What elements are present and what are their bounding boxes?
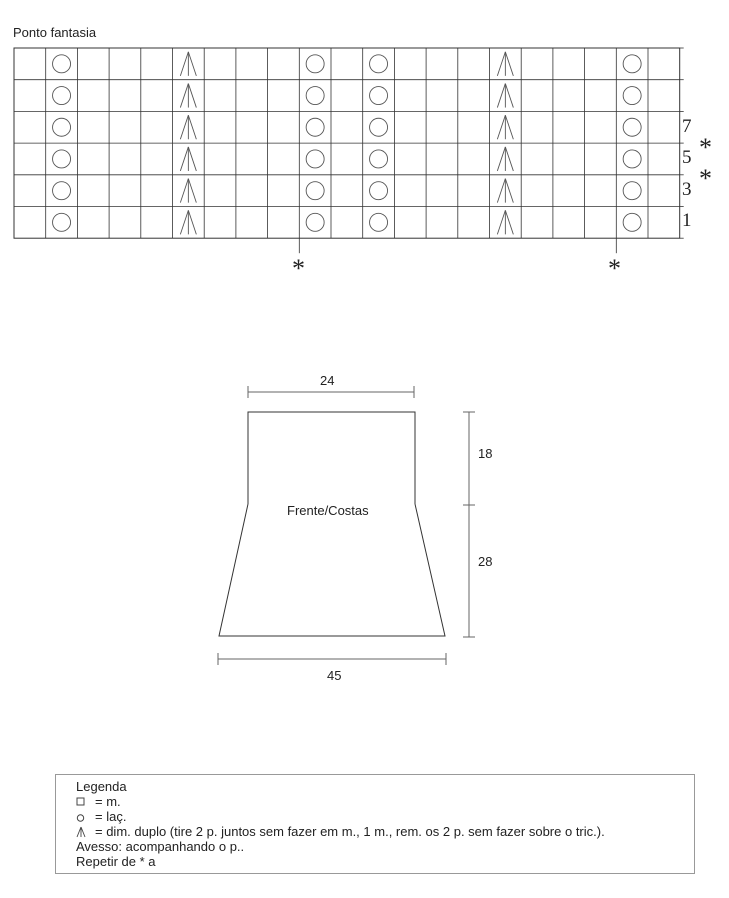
legend-yarn-over-text: = laç. [95,809,127,824]
legend-item-yarn-over [76,809,694,824]
upper-height-label: 18 [478,446,493,461]
row-number-1: 1 [682,210,692,231]
row-number-3: 3 [682,179,692,200]
legend-repeat: Repetir de * a [76,854,156,869]
knit-square-icon [76,796,94,808]
legend-wrong-side: Avesso: acompanhando o p.. [76,839,245,854]
row-number-7: 7 [682,116,692,137]
bottom-width-dimension [218,653,446,665]
top-width-label: 24 [320,373,335,388]
column-repeat-star-end: * [608,254,621,283]
row-repeat-star-top: * [699,133,712,162]
chart-title: Ponto fantasia [13,25,97,40]
legend-box [55,774,695,874]
legend-title: Legenda [76,779,127,794]
piece-label: Frente/Costas [287,503,369,518]
legend-knit-text: = m. [95,794,121,809]
garment-outline [219,412,445,636]
row-repeat-star-bottom: * [699,164,712,193]
legend-item-double-decrease [76,824,694,839]
bottom-width-label: 45 [327,668,342,683]
row-number-5: 5 [682,147,692,168]
column-repeat-star-start: * [292,254,305,283]
legend-item-knit [76,794,694,809]
height-dimension [463,412,475,637]
double-decrease-icon [76,826,94,838]
lower-height-label: 28 [478,554,493,569]
yarn-over-circle-icon [76,811,94,823]
legend-double-decrease-text: = dim. duplo (tire 2 p. juntos sem fazer em m., 1 m., rem. os 2 p. sem fazer sobre o tric.). [95,824,605,839]
